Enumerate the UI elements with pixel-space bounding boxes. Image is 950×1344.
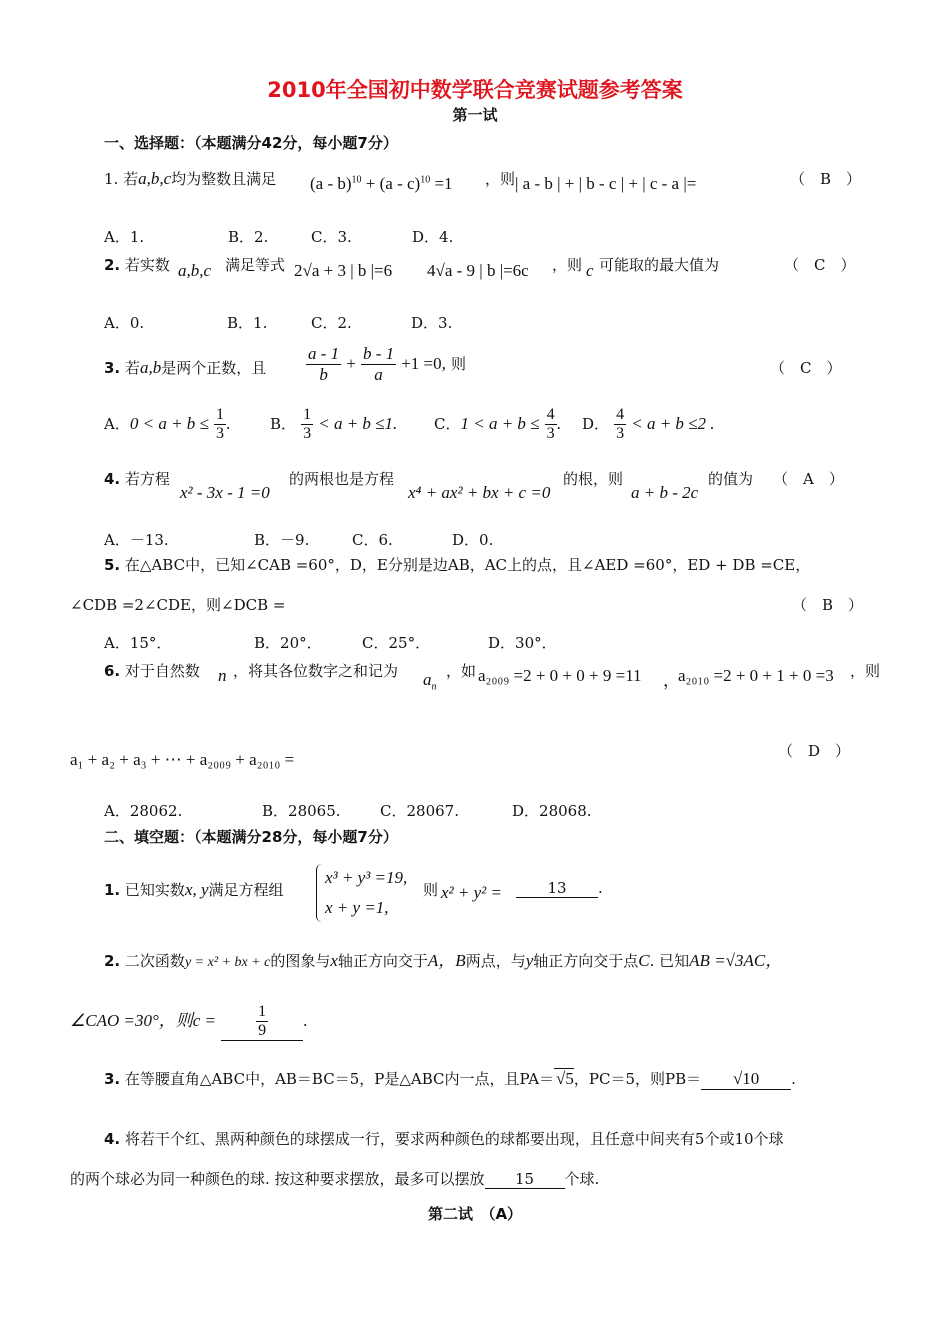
q4-option-d: D．0. [452,531,494,549]
fill-q2: 2. 二次函数y = x² + bx + c的图象与x轴正方向交于A，B两点，与y轴正方向交于点C. 已知AB =√3AC， [104,951,783,970]
q2-option-b: B．1. [227,314,268,332]
q5-line2: ∠CDB =2∠CDE，则∠DCB = [70,596,286,614]
q1-answer: （ B ） [790,170,862,188]
q1-pre: 若 [123,170,139,188]
q6-mid: ，将其各位数字之和记为 [233,662,399,680]
q2-var-c: c [586,261,594,280]
q4-option-b: B．－9. [254,531,310,549]
q6-option-b: B．28065. [262,802,341,820]
q6-sum: a₁ + a₂ + a₃ + ⋯ + a₂₀₀₉ + a₂₀₁₀ = [70,750,295,769]
subtitle-first-exam: 第一试 [452,106,498,124]
q5-option-b: B．20°． [254,634,322,652]
fill-q1-expr: x² + y² = [441,883,502,902]
fill-q3: 3. 在等腰直角△ABC中，AB＝BC＝5，P是△ABC内一点，且PA＝ √5，PC＝5，则PB＝ √10 . [104,1069,796,1088]
q5-answer: （ B ） [792,596,864,614]
choice-q1 [104,168,276,189]
fill-q3-answer-blank: √10 [701,1069,791,1090]
choice-q6: 6. 对于自然数 [104,662,200,680]
q6-example-1: a₂₀₀₉ =2 + 0 + 0 + 9 =11 [478,666,642,685]
q4-eq1: x² - 3x - 1 =0 [180,483,270,502]
q6-option-a: A．28062. [104,802,183,820]
q5-option-c: C．25°． [362,634,431,652]
q1-option-c: C．3. [311,228,352,246]
q1-then: ，则 [485,170,516,188]
q3-option-c: C．1 < a + b ≤ $\frac{4}{3}$ . [434,406,561,442]
fill-q4-answer-blank: 15 [485,1170,565,1189]
q2-mid: 满足等式 [225,256,286,274]
q6-option-c: C．28067. [380,802,459,820]
fill-q1-system-1: x³ + y³ =19, [325,868,408,887]
q6-option-d: D．28068. [512,802,592,820]
fill-q1: 1. 已知实数x, y满足方程组 [104,880,284,899]
q3-option-d: D． $\frac{4}{3}$ < a + b ≤2 . [582,406,715,442]
q1-option-b: B．2. [228,228,269,246]
q4-option-a: A．－13. [104,531,169,549]
q4-expr: a + b - 2c [631,483,699,502]
q2-then: ，则 [552,256,583,274]
q5-option-d: D．30°． [488,634,557,652]
q2-vars: a,b,c [178,261,212,280]
q6-var-n: n [218,666,227,685]
fill-q4: 4. 将若干个红、黑两种颜色的球摆成一行，要求两种颜色的球都要出现，且任意中间夹有5个或10个球 [104,1130,784,1148]
fill-q2-line2: ∠CAO =30°，则c = $\frac{1}{9}$ . [70,1003,308,1039]
q6-answer: （ D ） [778,742,851,760]
choice-q3: 3. 若a,b是两个正数，且 [104,358,267,377]
q2-option-d: D．3. [411,314,453,332]
q2-post: 可能取的最大值为 [599,256,720,274]
q6-then: ，则 [850,662,881,680]
q3-answer: （ C ） [770,359,842,377]
q2-answer: （ C ） [784,256,856,274]
q6-example-2: a₂₀₁₀ =2 + 0 + 1 + 0 =3 [678,666,834,685]
q4-answer: （ A ） [773,470,844,488]
choice-q5: 5. 在△ABC中，已知∠CAB =60°，D，E分别是边AB，AC上的点，且∠AED =60°，ED + DB =CE， [104,556,811,574]
q4-mid: 的两根也是方程 [289,470,395,488]
part2-header: 第二试 （A） [427,1205,523,1223]
q3-option-b: B． $\frac{1}{3}$ < a + b ≤1. [270,406,398,442]
q4-post: 的值为 [708,470,754,488]
q1-vars: a,b,c [138,169,172,188]
q1-equation: (a - b)$^{10}$ + (a - c)$^{10}$ =1 [310,174,453,193]
q1-option-a: A．1. [104,228,145,246]
q2-eq1: 2√a + 3 | b |=6 [294,261,393,280]
q4-eq2: x⁴ + ax² + bx + c =0 [408,483,551,502]
fill-section-header: 二、填空题：（本题满分28分，每小题7分） [104,828,398,846]
q6-post: ，如 [446,662,477,680]
q1-option-d: D．4. [412,228,454,246]
q2-option-c: C．2. [311,314,352,332]
q2-option-a: A．0. [104,314,145,332]
q4-option-c: C．6. [352,531,393,549]
q3-option-a: A．0 < a + b ≤ $\frac{1}{3}$ . [104,406,231,442]
system-brace [316,864,323,922]
q6-example-sep: ， [663,671,680,690]
page-title: 2010年全国初中数学联合竞赛试题参考答案 [267,78,683,102]
fill-q1-system-2: x + y =1, [325,898,389,917]
q4-mid2: 的根，则 [563,470,624,488]
choice-section-header: 一、选择题：（本题满分42分，每小题7分） [104,134,398,152]
q2-eq2: 4√a - 9 | b |=6c [427,261,529,280]
q6-var-an: $a_n$ [423,670,437,693]
choice-q4: 4. 若方程 [104,470,170,488]
fill-q4-line2: 的两个球必为同一种颜色的球. 按这种要求摆放，最多可以摆放 15 个球. [70,1170,600,1188]
fill-q2-answer-blank: $\frac{1}{9}$ [221,1003,303,1041]
q3-equation: $\frac{a - 1}{b}$ + $\frac{b - 1}{a}$ +1 =0, 则 [308,344,467,384]
q1-number: 1. [104,170,119,188]
fill-q1-then: 则 [423,881,439,899]
q5-option-a: A．15°． [104,634,172,652]
fill-q1-answer-blank: 13 . [516,879,603,898]
q1-expression: | a - b | + | b - c | + | c - a |= [515,174,697,193]
q1-mid: 均为整数且满足 [171,170,277,188]
choice-q2: 2. 若实数 [104,256,170,274]
